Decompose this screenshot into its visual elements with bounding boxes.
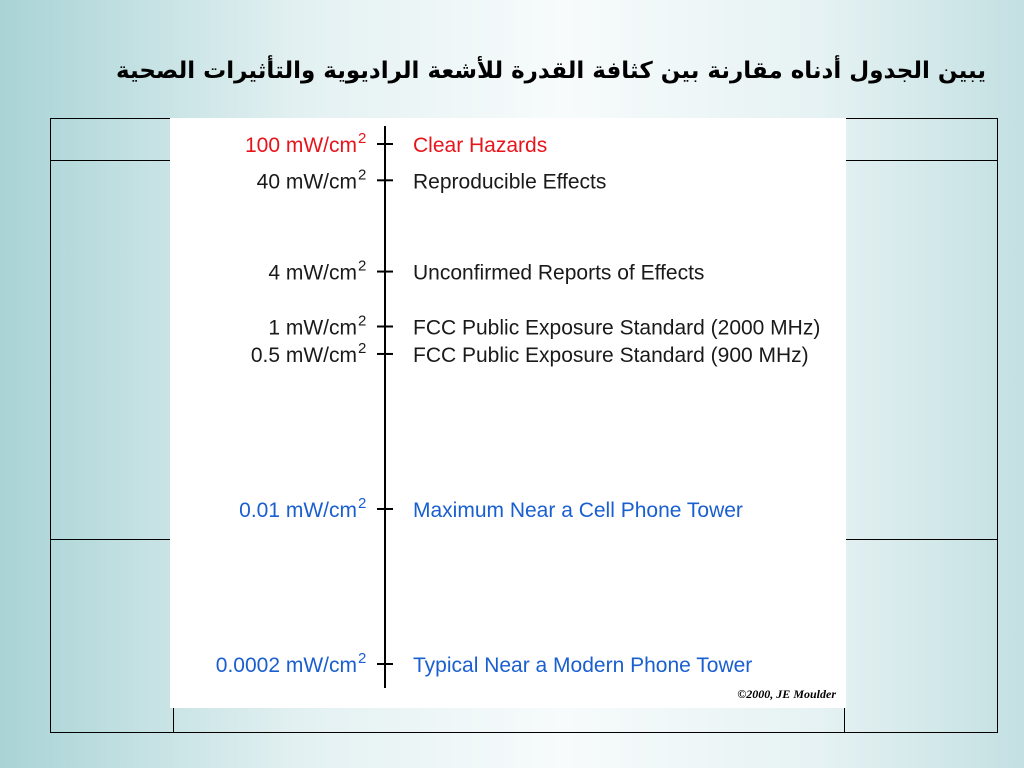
level-value-label: 1 mW/cm [268,316,357,340]
unit-superscript: 2 [358,494,367,512]
power-density-chart [170,118,846,708]
level-effect-label: Maximum Near a Cell Phone Tower [413,498,743,522]
unit-superscript: 2 [358,130,367,147]
slide-title: يبين الجدول أدناه مقارنة بين كثافة القدرة للأشعة الراديوية والتأثيرات الصحية [116,58,986,84]
unit-superscript: 2 [358,312,367,330]
level-effect-label: FCC Public Exposure Standard (900 MHz) [413,343,809,367]
copyright-note: ©2000, JE Moulder [737,687,836,701]
level-effect-label: Unconfirmed Reports of Effects [413,261,705,285]
unit-superscript: 2 [358,650,367,667]
chart-svg [170,118,846,708]
level-value-label: 0.0002 mW/cm [215,654,357,677]
level-value-label: 100 mW/cm [244,134,357,157]
level-effect-label: FCC Public Exposure Standard (2000 MHz) [413,316,821,340]
unit-superscript: 2 [358,339,367,357]
unit-superscript: 2 [358,166,367,184]
level-effect-label: Clear Hazards [413,134,548,157]
level-effect-label: Reproducible Effects [413,170,607,194]
level-value-label: 40 mW/cm [256,170,357,194]
level-value-label: 0.01 mW/cm [239,498,357,522]
level-value-label: 4 mW/cm [268,261,357,285]
level-effect-label: Typical Near a Modern Phone Tower [413,654,753,677]
unit-superscript: 2 [358,257,367,275]
level-value-label: 0.5 mW/cm [250,343,357,367]
